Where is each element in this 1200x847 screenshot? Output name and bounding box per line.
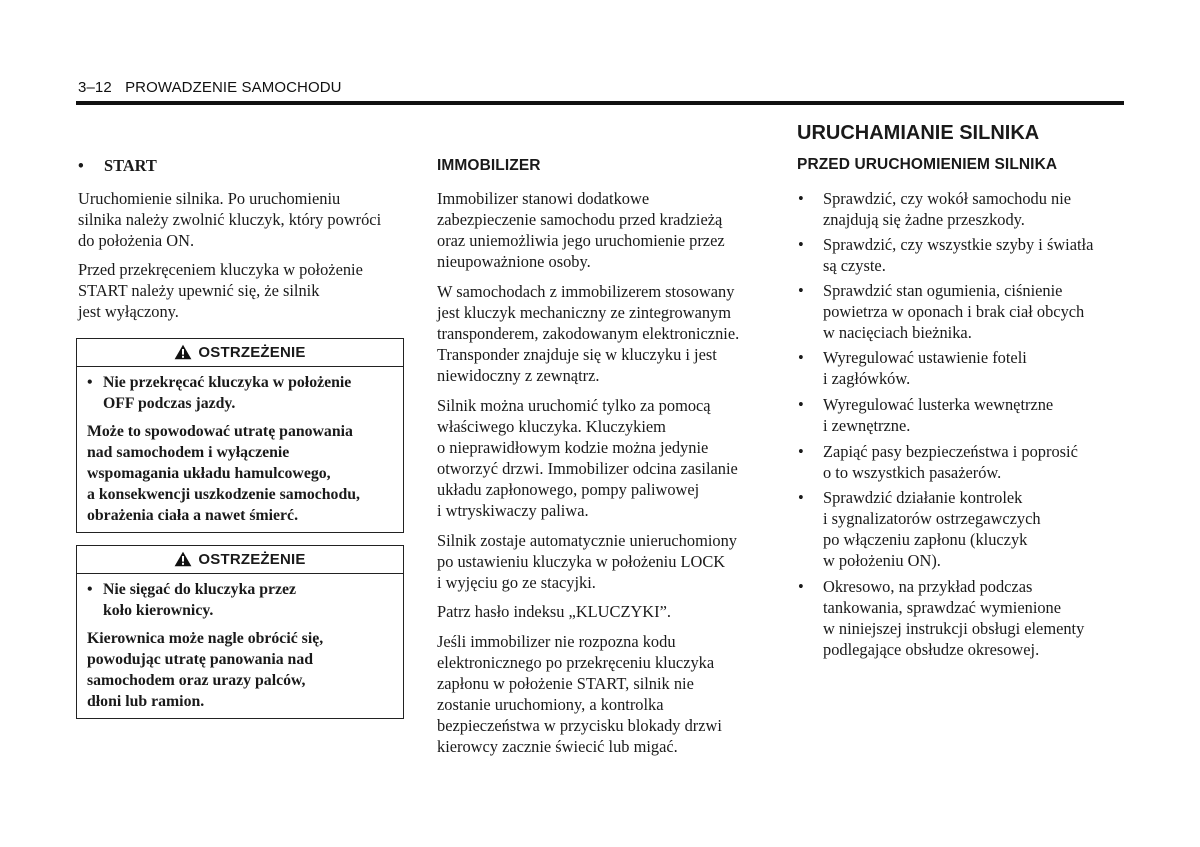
start-bullet: • bbox=[78, 156, 84, 175]
engine-start-title: URUCHAMIANIE SILNIKA bbox=[797, 122, 1040, 144]
checklist-item: • Sprawdzić, czy wszystkie szyby i światła są czyste. bbox=[798, 235, 1094, 275]
warning-box-body bbox=[77, 574, 403, 718]
page-header bbox=[78, 79, 342, 96]
checklist-item: • Zapiąć pasy bezpieczeństwa i poprosić o to wszystkich pasażerów. bbox=[798, 442, 1078, 482]
warning-box-body bbox=[77, 367, 403, 532]
warning-body-text: Może to spowodować utratę panowania nad samochodem i wyłączenie wspomagania układu hamulcowego, a konsekwencji uszkodzenie samochodu, obrażenia ciała a nawet śmierć. bbox=[87, 423, 360, 524]
header-rule bbox=[76, 101, 1124, 105]
immobilizer-paragraph-4: Silnik zostaje automatycznie unieruchomiony po ustawieniu kluczyka w położeniu LOCK i wyjęciu go ze stacyjki. bbox=[437, 531, 737, 592]
section-title: PROWADZENIE SAMOCHODU bbox=[125, 79, 342, 96]
immobilizer-paragraph-5: Patrz hasło indeksu „KLUCZYKI”. bbox=[437, 602, 671, 621]
warning-box-2 bbox=[76, 545, 404, 719]
warning-title: OSTRZEŻENIE bbox=[198, 344, 306, 361]
checklist-item: • Sprawdzić stan ogumienia, ciśnienie powietrza w oponach i brak ciał obcych w nacięciach bieżnika. bbox=[798, 281, 1085, 342]
start-heading-text: START bbox=[104, 156, 157, 175]
immobilizer-heading: IMMOBILIZER bbox=[437, 157, 541, 174]
warning-bullet: • Nie sięgać do kluczyka przez koło kierownicy. bbox=[87, 581, 297, 619]
start-paragraph-2: Przed przekręceniem kluczyka w położenie START należy upewnić się, że silnik jest wyłączony. bbox=[78, 260, 363, 321]
warning-bullet: • Nie przekręcać kluczyka w położenie OFF podczas jazdy. bbox=[87, 374, 352, 412]
immobilizer-paragraph-2: W samochodach z immobilizerem stosowany jest kluczyk mechaniczny ze zintegrowanym transponderem, zakodowanym elektronicznie. Transponder znajduje się w kluczyku i jest niewidoczny z zewnątrz. bbox=[437, 282, 740, 385]
warning-box-1 bbox=[76, 338, 404, 533]
warning-box-header bbox=[77, 546, 403, 574]
page-number: 3–12 bbox=[78, 79, 112, 96]
before-start-subheading: PRZED URUCHOMIENIEM SILNIKA bbox=[797, 156, 1058, 173]
checklist-item: • Sprawdzić, czy wokół samochodu nie znajdują się żadne przeszkody. bbox=[798, 189, 1072, 229]
start-paragraph-1: Uruchomienie silnika. Po uruchomieniu silnika należy zwolnić kluczyk, który powróci do położenia ON. bbox=[78, 189, 382, 250]
warning-triangle-icon bbox=[174, 551, 192, 567]
checklist-item: • Wyregulować lusterka wewnętrzne i zewnętrzne. bbox=[798, 395, 1054, 435]
warning-body-text: Kierownica może nagle obrócić się, powodując utratę panowania nad samochodem oraz urazy palców, dłoni lub ramion. bbox=[87, 630, 324, 710]
immobilizer-paragraph-3: Silnik można uruchomić tylko za pomocą właściwego kluczyka. Kluczykiem o nieprawidłowym kodzie można jedynie otworzyć drzwi. Immobilizer odcina zasilanie układu zapłonowego, pompy paliwowej i wtryskiwaczy paliwa. bbox=[437, 396, 738, 520]
warning-box-header bbox=[77, 339, 403, 367]
immobilizer-paragraph-1: Immobilizer stanowi dodatkowe zabezpieczenie samochodu przed kradzieżą oraz uniemożliwia jego uruchomienie przez nieupoważnione osoby. bbox=[437, 189, 725, 271]
checklist-item: • Okresowo, na przykład podczas tankowania, sprawdzać wymienione w niniejszej instrukcji obsługi elementy podlegające obsłudze okresowej. bbox=[798, 577, 1085, 659]
warning-title: OSTRZEŻENIE bbox=[198, 551, 306, 568]
immobilizer-paragraph-6: Jeśli immobilizer nie rozpozna kodu elektronicznego po przekręceniu kluczyka zapłonu w położenie START, silnik nie zostanie uruchomiony, a kontrolka bezpieczeństwa w przycisku blokady drzwi kierowcy zacznie świecić lub migać. bbox=[437, 632, 722, 756]
checklist-item: • Wyregulować ustawienie foteli i zagłówków. bbox=[798, 348, 1027, 388]
checklist-item: • Sprawdzić działanie kontrolek i sygnalizatorów ostrzegawczych po włączeniu zapłonu (kluczyk w położeniu ON). bbox=[798, 488, 1041, 570]
warning-triangle-icon bbox=[174, 344, 192, 360]
start-heading bbox=[78, 156, 157, 176]
